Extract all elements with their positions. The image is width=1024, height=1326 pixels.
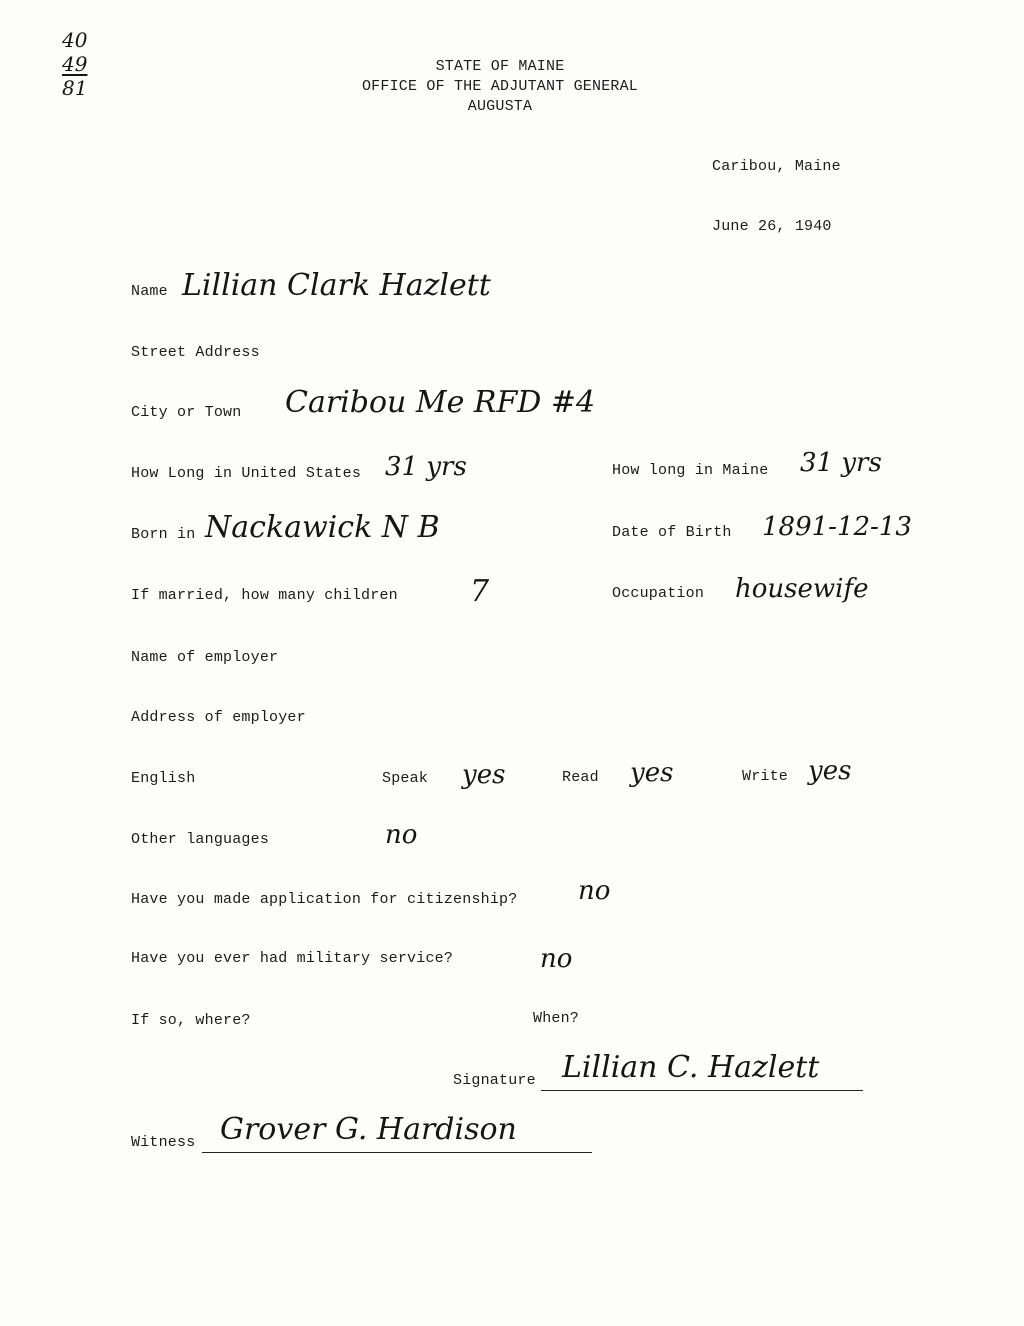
signature-line — [541, 1090, 863, 1091]
signature-label: Signature — [453, 1072, 536, 1089]
signature-value: Lillian C. Hazlett — [562, 1050, 820, 1085]
write-value: yes — [808, 756, 852, 786]
header-city: AUGUSTA — [467, 98, 533, 115]
header-state: STATE OF MAINE — [435, 58, 565, 75]
employer-name-label: Name of employer — [131, 649, 279, 666]
how-long-us-value: 31 yrs — [385, 452, 467, 482]
city-value: Caribou Me RFD #4 — [285, 385, 596, 420]
military-label: Have you ever had military service? — [131, 950, 454, 967]
write-label: Write — [742, 768, 789, 785]
name-value: Lillian Clark Hazlett — [182, 268, 491, 303]
how-long-maine-value: 31 yrs — [800, 448, 882, 478]
speak-value: yes — [462, 760, 506, 790]
corner-note-line: 49 — [62, 52, 88, 76]
military-value: no — [540, 944, 573, 974]
where-label: If so, where? — [131, 1012, 251, 1029]
english-label: English — [131, 770, 196, 787]
other-languages-value: no — [385, 820, 418, 850]
children-label: If married, how many children — [131, 587, 398, 604]
witness-value: Grover G. Hardison — [220, 1112, 517, 1147]
read-label: Read — [562, 769, 599, 786]
city-label: City or Town — [131, 404, 242, 421]
corner-note-line: 40 — [62, 28, 88, 52]
street-address-label: Street Address — [131, 344, 260, 361]
other-languages-label: Other languages — [131, 831, 270, 848]
header-office: OFFICE OF THE ADJUTANT GENERAL — [361, 78, 639, 95]
employer-address-label: Address of employer — [131, 709, 306, 726]
speak-label: Speak — [382, 770, 429, 787]
date-line: June 26, 1940 — [712, 218, 832, 235]
when-label: When? — [533, 1010, 580, 1027]
dob-value: 1891-12-13 — [762, 512, 912, 542]
children-value: 7 — [470, 574, 490, 609]
name-label: Name — [131, 283, 168, 300]
citizenship-value: no — [578, 876, 611, 906]
witness-label: Witness — [131, 1134, 196, 1151]
corner-note-line: 81 — [62, 76, 88, 100]
occupation-value: housewife — [735, 574, 869, 604]
dob-label: Date of Birth — [612, 524, 732, 541]
read-value: yes — [630, 758, 674, 788]
citizenship-label: Have you made application for citizenship? — [131, 891, 518, 908]
born-in-label: Born in — [131, 526, 196, 543]
place-line: Caribou, Maine — [712, 158, 841, 175]
how-long-us-label: How Long in United States — [131, 465, 362, 482]
born-in-value: Nackawick N B — [205, 510, 440, 545]
how-long-maine-label: How long in Maine — [612, 462, 769, 479]
corner-note — [62, 28, 87, 100]
witness-line — [202, 1152, 592, 1153]
occupation-label: Occupation — [612, 585, 705, 602]
